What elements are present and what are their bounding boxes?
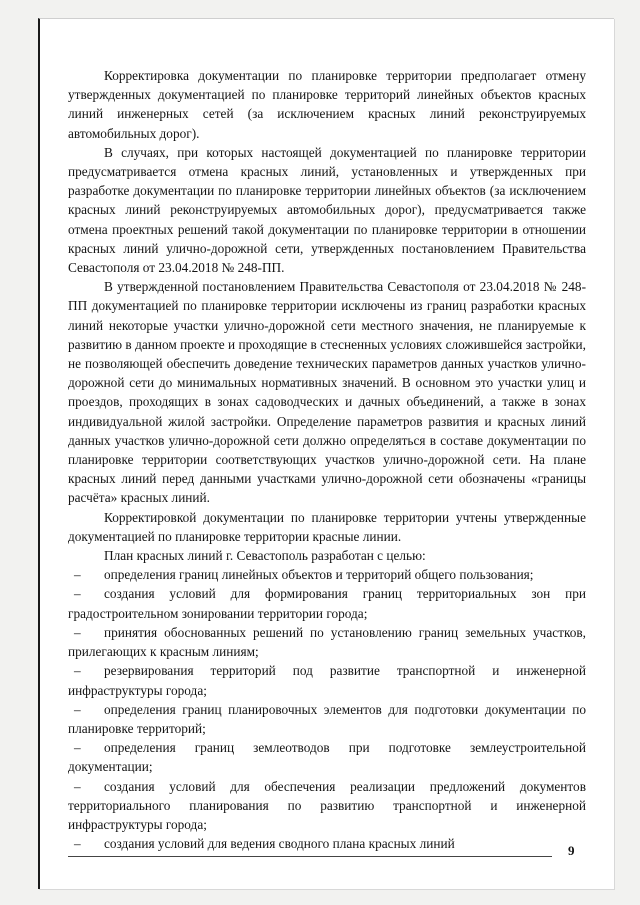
document-body bbox=[68, 66, 586, 853]
list-marker: – bbox=[74, 586, 81, 602]
paragraph: В случаях, при которых настоящей документацией по планировке территории предусматривается отмена красных линий, установленных и утвержденных при разработке документации по планировке территории линейных объектов (за исключением красных линий реконструируемых автомобильных дорог), предусматривается также отмена проектных решений такой документации по планировке территории в отношении красных линий улично-дорожной сети, утвержденных постановлением Правительства Севастополя от 23.04.2018 № 248-ПП. bbox=[68, 144, 586, 276]
list-marker: – bbox=[74, 624, 81, 640]
list-item bbox=[68, 777, 586, 835]
list-item bbox=[68, 738, 586, 776]
list-item-text: принятия обоснованных решений по установлению границ земельных участков, прилегающих к красным линиям; bbox=[68, 624, 586, 660]
page-number: 9 bbox=[568, 843, 575, 858]
list-item-text: создания условий для формирования границ территориальных зон при градостроительном зонировании территории города; bbox=[68, 586, 586, 621]
list-marker: – bbox=[74, 836, 81, 852]
paragraph: Корректировкой документации по планировке территории учтены утвержденные документацией по планировке территории красные линии. bbox=[68, 509, 586, 544]
paragraph: План красных линий г. Севастополь разработан с целью: bbox=[104, 548, 426, 564]
list-item bbox=[68, 623, 586, 661]
list-marker: – bbox=[74, 567, 81, 583]
list-marker: – bbox=[74, 740, 81, 756]
paragraph: Корректировка документации по планировке территории предполагает отмену утвержденных документацией по планировке территорий линейных объектов красных линий инженерных сетей (за исключением красных линий реконструируемых автомобильных дорог). bbox=[68, 68, 586, 141]
list-item bbox=[68, 661, 586, 699]
paragraph: В утвержденной постановлением Правительства Севастополя от 23.04.2018 № 248-ПП документацией по планировке территории исключены из границ разработки красных линий некоторые участки улично-дорожной сети местного значения, не планируемые к развитию в данном проекте и проходящие в стесненных условиях сложившейся застройки, не позволяющей обеспечить доведение технических параметров данных участков улично-дорожной сети до минимальных нормативных значений. В основном это участки улиц и проездов, проходящих в зонах садоводческих и дачных объединений, а также в зонах индивидуальной жилой застройки. Определение параметров развития и красных линий данных участков улично-дорожной сети должно определяться в составе документации по планировке территории соответствующих участков улично-дорожной сети. На плане красных линий перед данными участками улично-дорожной сети обозначены «границы расчёта» красных линий. bbox=[68, 279, 586, 506]
list-item-text: резервирования территорий под развитие транспортной и инженерной инфраструктуры города; bbox=[68, 663, 586, 698]
footer-divider bbox=[68, 856, 552, 857]
list-marker: – bbox=[74, 778, 81, 794]
list-item-text: создания условий для обеспечения реализации предложений документов территориального планирования по развитию транспортной и инженерной инфраструктуры города; bbox=[68, 778, 586, 832]
list-item bbox=[68, 565, 586, 584]
list-item bbox=[68, 700, 586, 738]
list-item-text: определения границ планировочных элементов для подготовки документации по планировке территорий; bbox=[68, 701, 586, 736]
list-item-text: создания условий для ведения сводного плана красных линий bbox=[104, 836, 455, 852]
list-item bbox=[68, 584, 586, 622]
list-item bbox=[68, 834, 586, 853]
list-item-text: определения границ линейных объектов и территорий общего пользования; bbox=[104, 567, 534, 583]
list-marker: – bbox=[74, 663, 81, 679]
list-item-text: определения границ землеотводов при подготовке землеустроительной документации; bbox=[68, 740, 586, 775]
list-marker: – bbox=[74, 701, 81, 717]
